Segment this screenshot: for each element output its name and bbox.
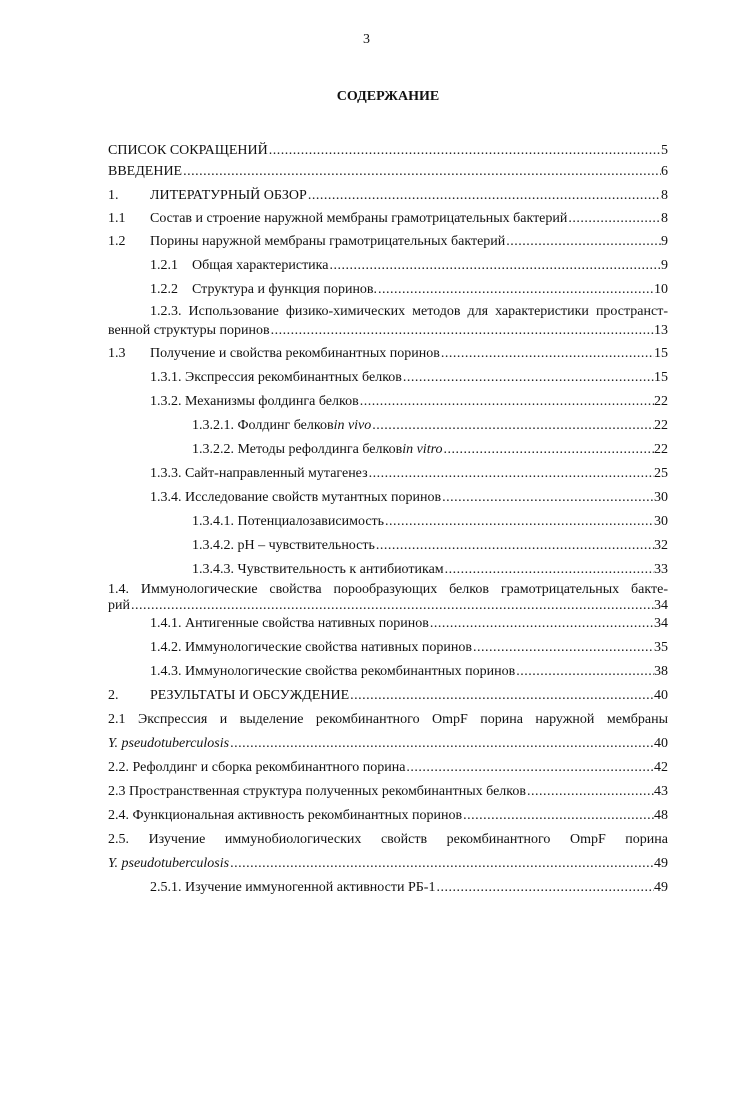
toc-entry-page: 30 <box>654 514 668 529</box>
toc-entry-page: 25 <box>654 466 668 481</box>
dot-leader <box>182 163 661 181</box>
dot-leader <box>229 735 654 753</box>
toc-entry-page: 30 <box>654 490 668 505</box>
toc-entry-page: 13 <box>654 323 668 338</box>
toc-entry <box>150 489 668 507</box>
toc-entry-page: 43 <box>654 784 668 799</box>
toc-entry-page: 5 <box>661 143 668 158</box>
toc-entry-title: СПИСОК СОКРАЩЕНИЙ <box>108 143 268 158</box>
toc-entry-title: 2.3 Пространственная структура полученных рекомбинантных белков <box>108 784 526 799</box>
toc-entry-title-italic: in vivo <box>333 418 372 433</box>
toc-entry <box>108 187 668 205</box>
dot-leader <box>405 759 654 777</box>
dot-leader <box>130 597 654 615</box>
dot-leader <box>371 417 654 435</box>
toc-entry-title: Общая характеристика <box>192 258 329 273</box>
toc-entry-title: Получение и свойства рекомбинантных поринов <box>150 346 440 361</box>
toc-entry <box>108 687 668 705</box>
toc-entry <box>150 879 668 897</box>
toc-entry-title: 1.3.2. Механизмы фолдинга белков <box>150 394 359 409</box>
toc-entry-page: 38 <box>654 664 668 679</box>
toc-entry-page: 34 <box>654 616 668 631</box>
toc-entry <box>108 345 668 363</box>
toc-entry-title: 1.4.3. Иммунологические свойства рекомбинантных поринов <box>150 664 516 679</box>
toc-entry-page: 22 <box>654 394 668 409</box>
toc-entry <box>108 163 668 181</box>
dot-leader <box>349 687 654 705</box>
toc-entry-title: 1.3.4.2. pH – чувствительность <box>192 538 375 553</box>
toc-entry-title: Состав и строение наружной мембраны грамотрицательных бактерий <box>150 211 568 226</box>
toc-entry-page: 40 <box>654 736 668 751</box>
dot-leader <box>377 281 654 299</box>
toc-entry-page: 9 <box>661 234 668 249</box>
toc-entry-title: 1.3.2.1. Фолдинг белков <box>192 418 334 433</box>
toc-entry <box>108 233 668 251</box>
toc-entry <box>108 210 668 228</box>
toc-entry-page: 33 <box>654 562 668 577</box>
toc-entry <box>150 257 668 275</box>
toc-entry <box>108 855 668 873</box>
toc-entry-page: 9 <box>661 258 668 273</box>
dot-leader <box>270 322 654 340</box>
toc-entry-title: 1.4.1. Антигенные свойства нативных поринов <box>150 616 429 631</box>
toc-entry-title: 1.3.4. Исследование свойств мутантных поринов <box>150 490 442 505</box>
dot-leader <box>359 393 654 411</box>
toc-entry-page: 35 <box>654 640 668 655</box>
toc-entry-title: 1.4.2. Иммунологические свойства нативных поринов <box>150 640 472 655</box>
toc-entry-number: 1. <box>108 188 119 203</box>
toc-entry <box>192 513 668 531</box>
toc-entry-title: венной структуры поринов <box>108 323 270 338</box>
toc-entry-page: 6 <box>661 164 668 179</box>
toc-entry-page: 8 <box>661 188 668 203</box>
toc-entry-title: 1.3.4.3. Чувствительность к антибиотикам <box>192 562 444 577</box>
toc-entry-title-italic: Y. pseudotuberculosis <box>108 736 230 751</box>
toc-entry <box>108 597 668 615</box>
dot-leader <box>307 187 661 205</box>
dot-leader <box>384 513 654 531</box>
dot-leader <box>441 489 654 507</box>
toc-entry <box>108 322 668 340</box>
toc-entry-title: 1.3.3. Сайт-направленный мутагенез <box>150 466 368 481</box>
toc-entry-title: 2.2. Рефолдинг и сборка рекомбинантного порина <box>108 760 406 775</box>
toc-entry <box>192 561 668 579</box>
toc-entry-title: 2.4. Функциональная активность рекомбинантных поринов <box>108 808 463 823</box>
dot-leader <box>515 663 654 681</box>
dot-leader <box>328 257 661 275</box>
dot-leader <box>505 233 661 251</box>
toc-entry-line1: 1.2.3. Использование физико-химических методов для характеристики пространст- <box>150 304 668 319</box>
toc-entry <box>108 735 668 753</box>
toc-entry-page: 49 <box>654 880 668 895</box>
dot-leader <box>443 441 654 459</box>
page-number: 3 <box>363 32 370 47</box>
toc-entry-page: 15 <box>654 346 668 361</box>
toc-entry-page: 8 <box>661 211 668 226</box>
toc-entry <box>108 759 668 777</box>
toc-entry-page: 34 <box>654 598 668 613</box>
toc-entry-title: 1.3.2.2. Методы рефолдинга белков <box>192 442 403 457</box>
dot-leader <box>429 615 654 633</box>
dot-leader <box>368 465 654 483</box>
toc-entry <box>150 369 668 387</box>
toc-entry-title-italic: Y. pseudotuberculosis <box>108 856 230 871</box>
toc-entry <box>150 615 668 633</box>
toc-entry-number: 1.2 <box>108 234 126 249</box>
toc-entry <box>108 142 668 160</box>
toc-entry-page: 10 <box>654 282 668 297</box>
dot-leader <box>567 210 661 228</box>
dot-leader <box>435 879 654 897</box>
toc-entry-title: ВВЕДЕНИЕ <box>108 164 183 179</box>
toc-entry-title: рий <box>108 598 130 613</box>
toc-title: СОДЕРЖАНИЕ <box>336 89 440 104</box>
toc-entry-page: 22 <box>654 418 668 433</box>
dot-leader <box>440 345 654 363</box>
toc-entry-title: 1.3.1. Экспрессия рекомбинантных белков <box>150 370 402 385</box>
toc-entry <box>108 783 668 801</box>
dot-leader <box>472 639 654 657</box>
toc-entry-line1: 1.4. Иммунологические свойства порообразующих белков грамотрицательных бакте- <box>108 582 668 597</box>
toc-entry-line1: 2.5. Изучение иммунобиологических свойств рекомбинантного OmpF порина <box>108 832 668 847</box>
toc-entry <box>150 663 668 681</box>
toc-entry-number: 1.3 <box>108 346 126 361</box>
toc-entry-number: 1.2.1 <box>150 258 178 273</box>
dot-leader <box>402 369 654 387</box>
dot-leader <box>268 142 661 160</box>
toc-entry <box>192 417 668 435</box>
toc-entry-line1: 2.1 Экспрессия и выделение рекомбинантного OmpF порина наружной мембраны <box>108 712 668 727</box>
toc-entry-page: 22 <box>654 442 668 457</box>
dot-leader <box>229 855 654 873</box>
toc-entry <box>150 639 668 657</box>
toc-entry-title: 2.5.1. Изучение иммуногенной активности РБ-1 <box>150 880 436 895</box>
toc-entry-page: 42 <box>654 760 668 775</box>
dot-leader <box>444 561 654 579</box>
toc-entry-page: 49 <box>654 856 668 871</box>
toc-entry <box>150 393 668 411</box>
toc-entry-number: 1.1 <box>108 211 126 226</box>
toc-entry <box>192 537 668 555</box>
toc-entry-page: 48 <box>654 808 668 823</box>
toc-entry-title: Порины наружной мембраны грамотрицательных бактерий <box>150 234 506 249</box>
toc-entry-number: 1.2.2 <box>150 282 178 297</box>
toc-entry-page: 15 <box>654 370 668 385</box>
toc-entry-title-italic: in vitro <box>402 442 443 457</box>
dot-leader <box>526 783 654 801</box>
toc-entry-title: РЕЗУЛЬТАТЫ И ОБСУЖДЕНИЕ <box>150 688 350 703</box>
toc-entry <box>150 281 668 299</box>
dot-leader <box>375 537 654 555</box>
toc-entry-page: 32 <box>654 538 668 553</box>
toc-entry-title: Структура и функция поринов. <box>192 282 378 297</box>
toc-entry-page: 40 <box>654 688 668 703</box>
dot-leader <box>462 807 654 825</box>
toc-entry <box>108 807 668 825</box>
toc-entry-number: 2. <box>108 688 119 703</box>
toc-entry <box>192 441 668 459</box>
toc-entry-title: 1.3.4.1. Потенциалозависимость <box>192 514 385 529</box>
toc-entry-title: ЛИТЕРАТУРНЫЙ ОБЗОР <box>150 188 307 203</box>
toc-entry <box>150 465 668 483</box>
